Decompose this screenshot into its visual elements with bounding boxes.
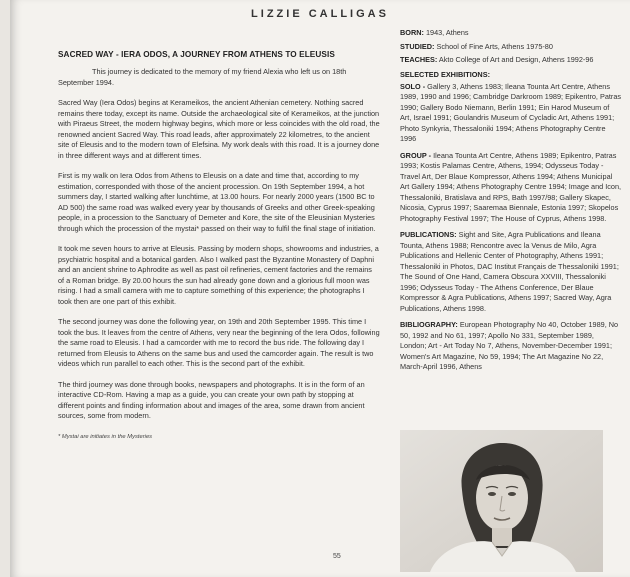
- group-text: Ileana Tounta Art Centre, Athens 1989; Epikentro, Patras 1993; Kostis Palamas Centre, Athens, 1994; Odysseus Today - Travel Art, Der Blaue Kompressor, Athens 1994; Athens Municipal Art Gallery 1994; Athens Photography Centre 1994; Image and Icon, Thessaloniki, Bratislava and RPS, Bath 1997/98; Gallery Skapec, Nicosia, Cyprus 1997; Saaremaa Biennale, Estonia 1997; Skopelos Photography Festival 1997; The House of Cyprus, Athens 1998.: [400, 150, 622, 223]
- bibliography: [400, 320, 622, 373]
- born-value: 1943, Athens: [425, 28, 469, 37]
- born-label: BORN:: [400, 28, 424, 37]
- publications-label: PUBLICATIONS:: [400, 230, 457, 239]
- born-line: [400, 28, 622, 39]
- teaches-line: [400, 55, 622, 66]
- publications: [400, 230, 622, 314]
- page-number: 55: [333, 553, 341, 560]
- studied-label: STUDIED:: [400, 41, 435, 51]
- article-column: [58, 10, 380, 440]
- article-title: SACRED WAY - IERA ODOS, A JOURNEY FROM ATHENS TO ELEUSIS: [58, 50, 335, 59]
- biography-column: [400, 28, 622, 379]
- author-portrait-photo: [400, 430, 603, 572]
- teaches-value: Akto College of Art and Design, Athens 1992-96: [438, 55, 594, 64]
- bibliography-text: European Photography No 40, October 1989, No 50, 1992 and No 61, 1997; Apollo No 331, September 1989, London; Art - Art Today No 7, Athens, November-December 1991; Women's Art Magazine, No 59, 1994; The Art Magazine No 22, March-April 1996, Athens: [400, 320, 619, 371]
- teaches-label: TEACHES:: [400, 55, 438, 64]
- studied-line: [400, 42, 622, 53]
- article-paragraph: This journey is dedicated to the memory of my friend Alexia who left us on 18th September 1994.: [58, 67, 347, 87]
- article-paragraph: The third journey was done through books, newspapers and photographs. It is in the form of an interactive CD-Rom. Having a map as a guide, you can create your own path by stopping at different points and finding information about and images of the area, some drawn from ancient sources, some from modern.: [58, 379, 365, 420]
- solo-exhibitions: [400, 82, 622, 145]
- solo-text: Gallery 3, Athens 1983; Ileana Tounta Art Centre, Athens 1989, 1990 and 1996; Cambridge Darkroom 1989; Epikentro, Patras 1990; Gallery Bodo Niemann, Berlin 1991; Ein Harod Museum of Art, Israel 1991; Goulandris Museum of Cycladic Art, Athens 1991; Photo Synkyria, Thessaloniki 1994; Athens Photography Centre 1996: [400, 81, 622, 143]
- group-exhibitions: [400, 151, 622, 225]
- footnote: * Mystai are initiates in the Mysteries: [58, 433, 153, 440]
- article-paragraph: It took me seven hours to arrive at Eleusis. Passing by modern shops, showrooms and industries, a psychiatric hospital and a botanical garden. Also I walked past the Byzantine Monastery of Daphni and an ancient shrine to Aphrodite as well as past oil refineries, cement factories and the remains of a Roman bridge. By 20.00 hours the sun had already gone down and a glorious full moon was rising. I had a small camera with me to capture something of this experience; the photographs I took then are one part of this exhibit.: [58, 244, 379, 306]
- selected-exhibitions-heading: SELECTED EXHIBITIONS:: [400, 69, 491, 79]
- author-name: LIZZIE CALLIGAS: [251, 8, 389, 20]
- solo-label: SOLO -: [400, 81, 426, 91]
- bibliography-label: BIBLIOGRAPHY:: [400, 320, 458, 329]
- article-paragraph: First is my walk on Iera Odos from Athens to Eleusis on a date and time that, according to my estimation, corresponded with those of the ancient procession. On 19th September 1994, a hot summers day, I started walking after lunchtime, at 13.00 hours. For nearly 2000 years (1500 BC to AD 500) the same road was walked every year by thousands of Greeks and other Greek-speaking people, in a procession to the Sanctuary of Demeter and Kore, the site of the Eleusinian Mysteries through which the procession of the mystai* passed on their way to fulfil the final stage of initiation.: [58, 171, 376, 233]
- article-paragraph: The second journey was done the following year, on 19th and 20th September 1995. This time I took the bus. It leaves from the centre of Athens, very near the beginning of the Iera Odos, following the same road to Eleusis. I had a camcorder with me to record the bus ride. The following day I returned from Eleusis to Athens on the same bus and used the camcorder again. The result is two videos which run parallel to each other. This is the second part of the exhibit.: [58, 317, 380, 368]
- studied-value: School of Fine Arts, Athens 1975-80: [436, 41, 553, 51]
- article-paragraph: Sacred Way (Iera Odos) begins at Kerameikos, the ancient Athenian cemetery. Nothing sacred remains there today, except its name. Outside the archaeological site of Kerameikos, at the junction with Piraeus Street, the modern highway begins, which more or less coincides with the old road, the renowned ancient Sacred Way. This road leads, after approximately 22 kilometres, to the ancient site of Eleusis and to the modern town of Elefsina. My work deals with this road. It is a journey done in three different ways and at different times.: [58, 98, 380, 160]
- group-label: GROUP -: [400, 150, 432, 160]
- publications-text: Sight and Site, Agra Publications and Ileana Tounta, Athens 1988; Rencontre avec la Venus de Milo, Agra Publications and Hellenic Center of Photography, Athens 1991; Thessaloniki in Photos, DAC Institut Français de Thessaloniki 1991; The Sound of One Hand, Camera Obscura XXVIII, Thessaloniki 1996; Odysseus Today - The Athens Conference, Der Blaue Kompressor & Agra Publications, Athens 1997; Sacred Way, Agra Publications, Athens 1998.: [400, 230, 619, 313]
